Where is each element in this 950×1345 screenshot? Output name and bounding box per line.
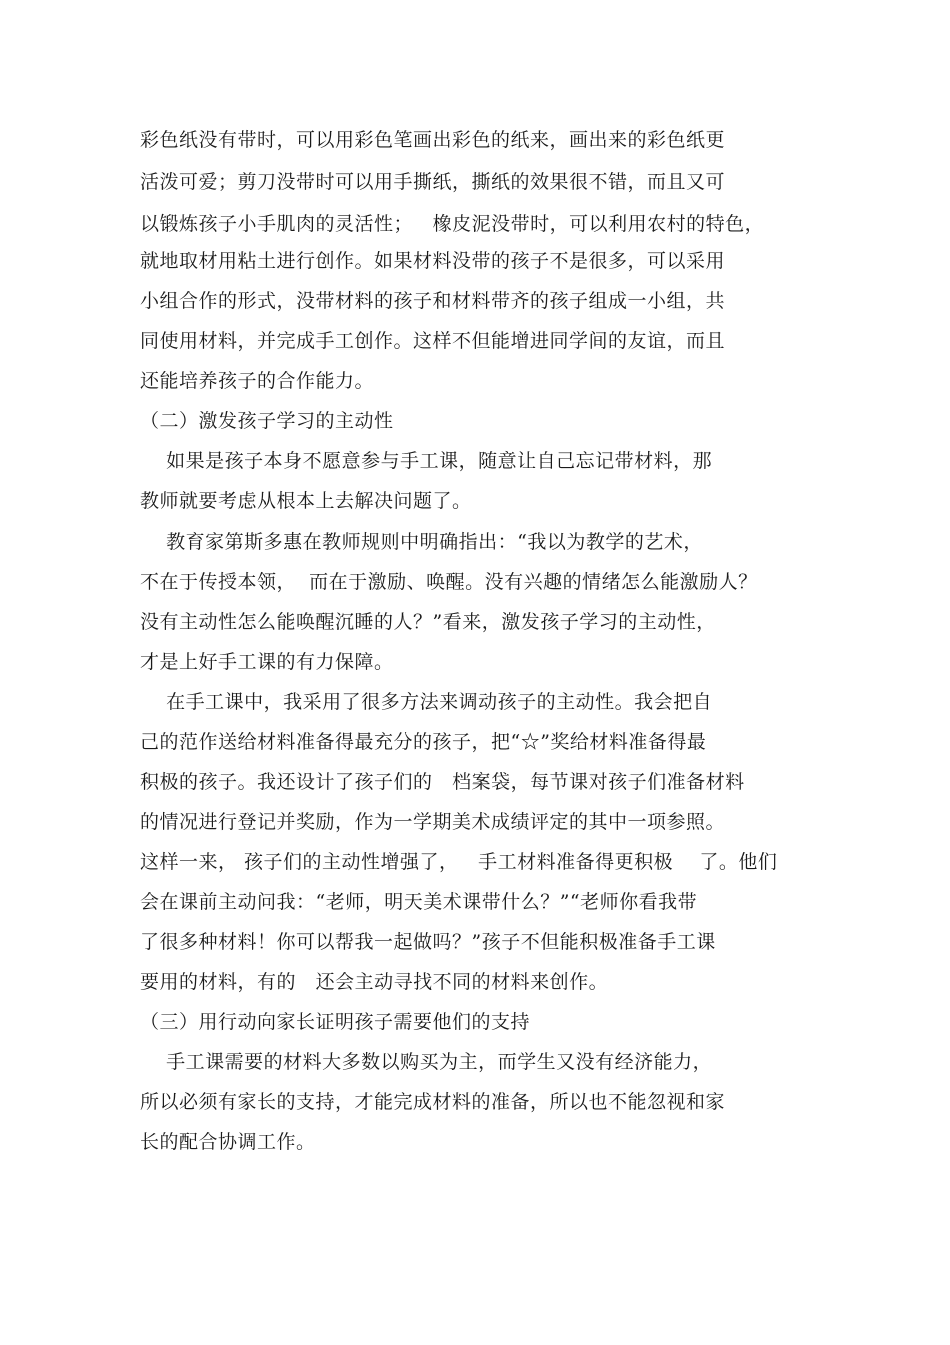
text-line: 在手工课中，我采用了很多方法来调动孩子的主动性。我会把自 [140,691,713,713]
text-line: 如果是孩子本身不愿意参与手工课，随意让自己忘记带材料，那 [140,450,713,472]
text-line: 教师就要考虑从根本上去解决问题了。 [140,490,472,512]
text-line: 积极的孩子。我还设计了孩子们的 档案袋，每节课对孩子们准备材料 [140,771,745,793]
text-line: 的情况进行登记并奖励，作为一学期美术成绩评定的其中一项参照。 [140,811,726,833]
text-line: 还能培养孩子的合作能力。 [140,370,375,392]
text-line: 活泼可爱；剪刀没带时可以用手撕纸，撕纸的效果很不错，而且又可 [140,171,726,193]
text-line: 教育家第斯多惠在教师规则中明确指出：“我以为教学的艺术， [140,531,703,553]
text-line: 彩色纸没有带时，可以用彩色笔画出彩色的纸来，画出来的彩色纸更 [140,129,726,151]
text-line: 会在课前主动问我：“老师，明天美术课带什么？”“老师你看我带 [140,891,698,913]
text-line: 要用的材料，有的 还会主动寻找不同的材料来创作。 [140,971,609,993]
text-line: 手工课需要的材料大多数以购买为主，而学生又没有经济能力， [140,1051,713,1073]
section-heading: （三）用行动向家长证明孩子需要他们的支持 [140,1011,531,1033]
text-line: 长的配合协调工作。 [140,1131,316,1153]
text-line: 这样一来， 孩子们的主动性增强了， 手工材料准备得更积极 了。他们 [140,851,778,873]
text-line: 小组合作的形式，没带材料的孩子和材料带齐的孩子组成一小组，共 [140,290,726,312]
section-heading: （二）激发孩子学习的主动性 [140,410,394,432]
text-line: 所以必须有家长的支持，才能完成材料的准备，所以也不能忽视和家 [140,1091,726,1113]
text-line: 了很多种材料！你可以帮我一起做吗？”孩子不但能积极准备手工课 [140,931,716,953]
text-line: 同使用材料，并完成手工创作。这样不但能增进同学间的友谊，而且 [140,330,726,352]
text-line: 才是上好手工课的有力保障。 [140,651,394,673]
text-line: 就地取材用粘土进行创作。如果材料没带的孩子不是很多，可以采用 [140,250,726,272]
text-line: 以锻炼孩子小手肌肉的灵活性； 橡皮泥没带时，可以利用农村的特色， [140,213,765,235]
text-line: 己的范作送给材料准备得最充分的孩子，把“☆”奖给材料准备得最 [140,731,707,753]
text-line: 不在于传授本领， 而在于激励、唤醒。没有兴趣的情绪怎么能激励人？ [140,571,758,593]
text-line: 没有主动性怎么能唤醒沉睡的人？”看来，激发孩子学习的主动性， [140,611,716,633]
